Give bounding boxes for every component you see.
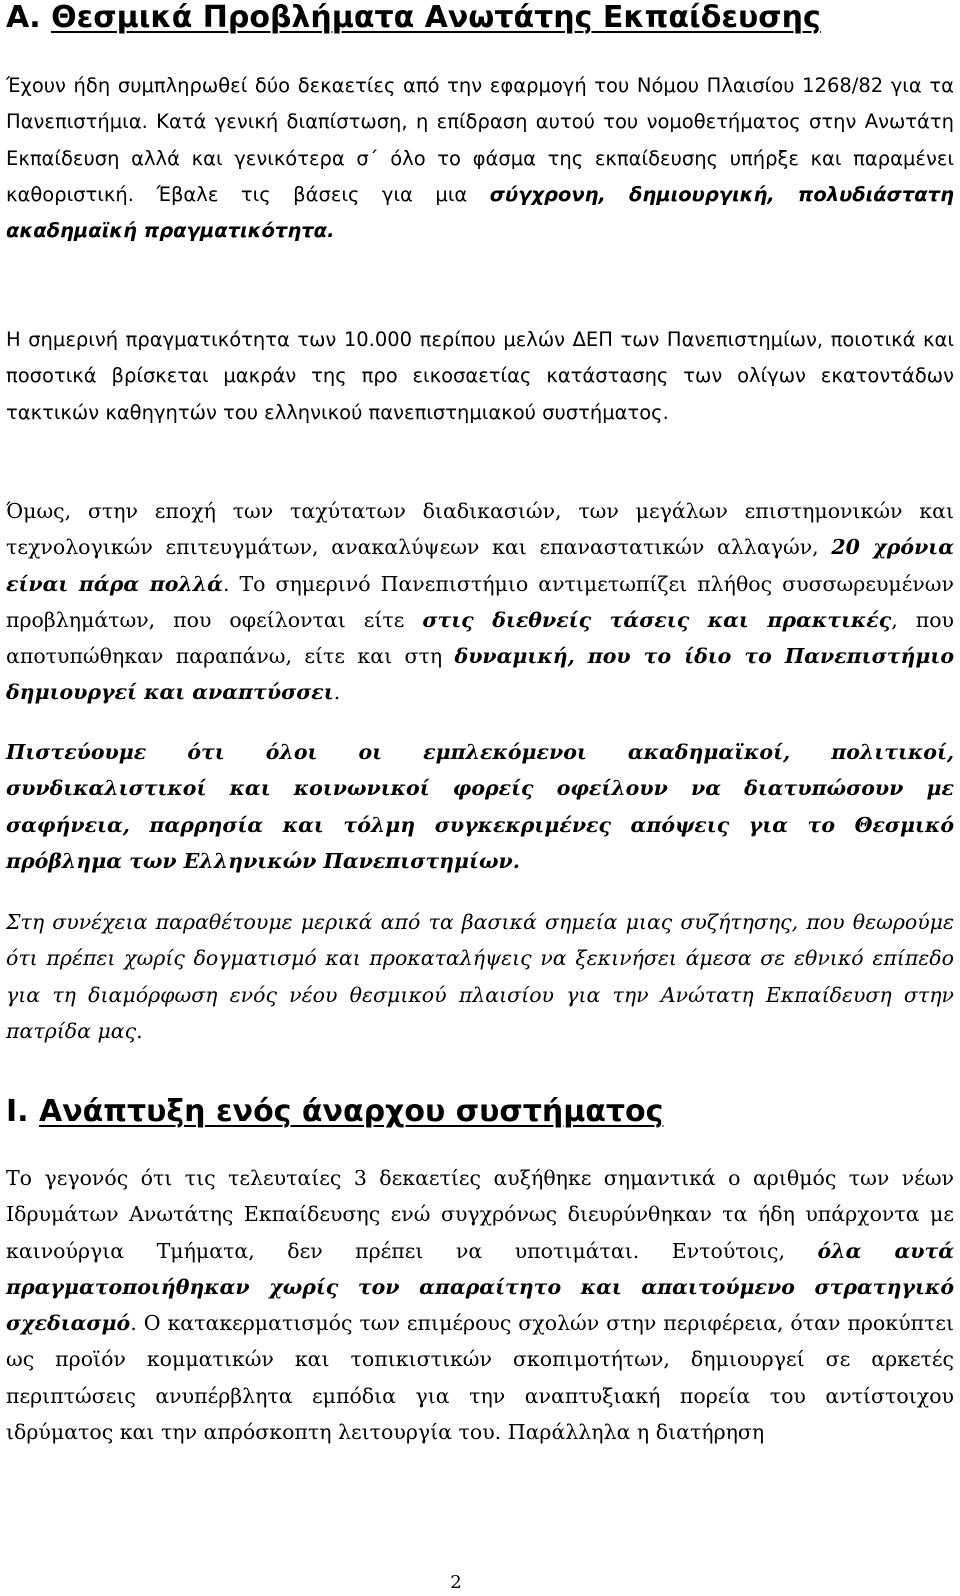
paragraph-2-text: Η σημερινή πραγματικότητα των 10.000 περίπου μελών ΔΕΠ των Πανεπιστημίων, ποιοτικά και ποσοτικά βρίσκεται μακράν της προ εικοσαετίας κατάστασης των ολίγων εκατοντάδων τακτικών καθηγητών του ελληνικού πανεπιστημιακού συστήματος. [6,328,954,424]
paragraph-3 [6,493,954,711]
paragraph-3-emphasis-1: 20 χρόνια είναι πάρα πολλά [6,535,955,596]
section-heading-i-prefix: Ι. [6,1094,40,1129]
paragraph-3-text-3: , που αποτυπώθηκαν παραπάνω, είτε και στη [6,607,954,669]
paragraph-4 [6,734,954,879]
paragraph-3-emphasis-2: στις διεθνείς τάσεις και πρακτικές [422,607,892,632]
paragraph-5 [6,904,954,1049]
paragraph-6 [6,1160,954,1450]
section-heading-a-title: Θεσμικά Προβλήματα Ανωτάτης Εκπαίδευσης [51,0,821,35]
paragraph-1-text: Έχουν ήδη συμπληρωθεί δύο δεκαετίες από την εφαρμογή του Νόμου Πλαισίου 1268/82 για τα Πανεπιστήμια. Κατά γενική διαπίστωση, η επίδραση αυτού του νομοθετήματος στην Ανωτάτη Εκπαίδευση αλλά και γενικότερα σ΄ όλο το φάσμα της εκπαίδευσης υπήρξε και παραμένει καθοριστική. Έβαλε τις βάσεις για μια [6,74,954,206]
section-heading-a [6,0,821,38]
paragraph-6-emphasis: όλα αυτά πραγματοποιήθηκαν χωρίς τον απαραίτητο και απαιτούμενο στρατηγικό σχεδιασμό [6,1238,955,1336]
paragraph-5-text: Στη συνέχεια παραθέτουμε μερικά από τα βασικά σημεία μιας συζήτησης, που θεωρούμε ότι πρέπει χωρίς δογματισμό και προκαταλήψεις να ξεκινήσει άμεσα σε εθνικό επίπεδο για τη διαμόρφωση ενός νέου θεσμικού πλαισίου για την Ανώτατη Εκπαίδευση στην πατρίδα μας. [6,910,954,1043]
paragraph-3-text-1: Όμως, στην εποχή των ταχύτατων διαδικασιών, των μεγάλων επιστημονικών και τεχνολογικών επιτευγμάτων, ανακαλύψεων και επαναστατικών αλλαγών, [6,499,954,560]
section-heading-a-prefix: Α. [6,0,52,35]
paragraph-1 [6,68,954,249]
paragraph-3-text-2: . Το σημερινό Πανεπιστήμιο αντιμετωπίζει πλήθος συσσωρευμένων προβλημάτων, που οφείλονται είτε [6,571,954,632]
section-heading-i [6,1092,663,1132]
paragraph-3-emphasis-3: δυναμική, που το ίδιο το Πανεπιστήμιο δημιουργεί και αναπτύσσει [6,644,954,705]
section-heading-i-title: Ανάπτυξη ενός άναρχου συστήματος [39,1094,664,1129]
paragraph-6-text-1: Το γεγονός ότι τις τελευταίες 3 δεκαετίες αυξήθηκε σημαντικά ο αριθμός των νέων Ιδρυμάτων Ανωτάτης Εκπαίδευσης ενώ συγχρόνως διευρύνθηκαν τα ήδη υπάρχοντα με καινούργια Τμήματα, δεν πρέπει να υποτιμάται. Εντούτοις, [6,1166,954,1263]
paragraph-4-text: Πιστεύουμε ότι όλοι οι εμπλεκόμενοι ακαδημαϊκοί, πολιτικοί, συνδικαλιστικοί και κοινωνικοί φορείς οφείλουν να διατυπώσουν με σαφήνεια, παρρησία και τόλμη συγκεκριμένες απόψεις για το Θεσμικό πρόβλημα των Ελληνικών Πανεπιστημίων. [6,740,954,873]
paragraph-2 [6,322,954,431]
paragraph-6-text-2: . Ο κατακερματισμός των επιμέρους σχολών στην περιφέρεια, όταν προκύπτει ως προϊόν κομματικών και τοπικιστικών σκοπιμοτήτων, δημιουργεί σε αρκετές περιπτώσεις ανυπέρβλητα εμπόδια για την αναπτυξιακή πορεία του αντίστοιχου ιδρύματος και την απρόσκοπτη λειτουργία του. Παράλληλα η διατήρηση [6,1311,954,1445]
paragraph-3-text-4: . [333,680,341,705]
page-number: 2 [450,1572,462,1593]
paragraph-1-emphasis: σύγχρονη, δημιουργική, πολυδιάστατη ακαδημαϊκή πραγματικότητα. [6,182,954,243]
